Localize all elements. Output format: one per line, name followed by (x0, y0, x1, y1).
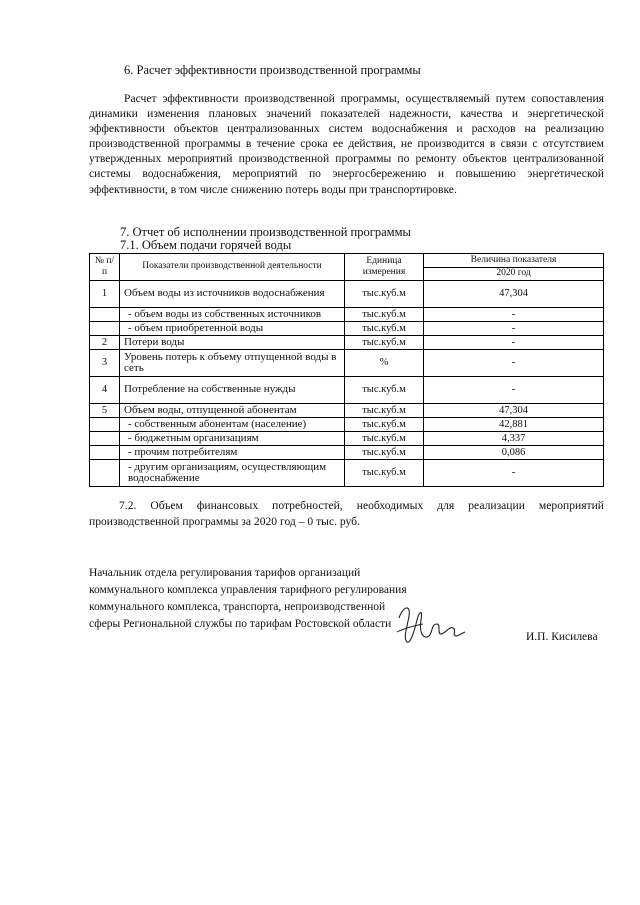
header-indicator: Показатели производственной деятельности (120, 254, 345, 281)
row-unit-cell: тыс.куб.м (345, 308, 424, 322)
table-row (90, 404, 604, 418)
row-unit-cell: тыс.куб.м (345, 446, 424, 460)
row-unit-cell: тыс.куб.м (345, 418, 424, 432)
header-unit: Единица измерения (345, 254, 424, 281)
row-indicator-cell: Объем воды, отпущенной абонентам (120, 404, 345, 418)
row-num-cell (90, 418, 120, 432)
row-indicator-cell: - бюджетным организациям (120, 432, 345, 446)
row-unit-cell: тыс.куб.м (345, 322, 424, 336)
table-row (90, 308, 604, 322)
row-value-cell: - (424, 308, 604, 322)
table-row (90, 432, 604, 446)
table-row (90, 336, 604, 350)
row-value-cell: - (424, 322, 604, 336)
row-value-cell: - (424, 350, 604, 377)
row-indicator-cell: Объем воды из источников водоснабжения (120, 281, 345, 308)
row-indicator-cell: Потребление на собственные нужды (120, 377, 345, 404)
signatory-name: И.П. Кисилева (526, 631, 598, 643)
table-row (90, 322, 604, 336)
row-value-cell: 42,881 (424, 418, 604, 432)
header-value-title: Величина показателя (424, 254, 604, 268)
row-num-cell: 4 (90, 377, 120, 404)
row-unit-cell: тыс.куб.м (345, 432, 424, 446)
row-num-cell (90, 308, 120, 322)
row-num-cell (90, 460, 120, 487)
row-indicator-cell: - прочим потребителям (120, 446, 345, 460)
row-num-cell: 3 (90, 350, 120, 377)
handwritten-signature (393, 598, 468, 648)
row-unit-cell: тыс.куб.м (345, 460, 424, 487)
row-indicator-cell: - собственным абонентам (население) (120, 418, 345, 432)
table-row (90, 446, 604, 460)
section-6-title: 6. Расчет эффективности производственной программы (124, 63, 421, 77)
section-7-2-paragraph: 7.2. Объем финансовых потребностей, необходимых для реализации мероприятий производственной программы за 2020 год – 0 тыс. руб. (89, 499, 604, 528)
row-value-cell: 47,304 (424, 281, 604, 308)
row-num-cell: 5 (90, 404, 120, 418)
row-num-cell (90, 322, 120, 336)
report-table (89, 253, 604, 487)
row-value-cell: 4,337 (424, 432, 604, 446)
table-row (90, 460, 604, 487)
section-7-title: 7. Отчет об исполнении производственной программы (120, 225, 411, 239)
row-unit-cell: тыс.куб.м (345, 404, 424, 418)
table-body (90, 281, 604, 487)
row-value-cell: - (424, 460, 604, 487)
row-unit-cell: % (345, 350, 424, 377)
row-unit-cell: тыс.куб.м (345, 377, 424, 404)
signatory-position: Начальник отдела регулирования тарифов организаций коммунального комплекса управления тарифного регулирования коммунального комплекса, транспорта, непроизводственной сферы Региональной службы по тарифам Ростовской области (89, 567, 407, 630)
header-year: 2020 год (424, 267, 604, 281)
row-num-cell (90, 446, 120, 460)
header-num: № п/п (90, 254, 120, 281)
row-value-cell: 47,304 (424, 404, 604, 418)
table-row (90, 418, 604, 432)
section-6-paragraph: Расчет эффективности производственной программы, осуществляемый путем сопоставления динамики изменения плановых значений показателей надежности, качества и энергетической эффективности объектов централизованных систем водоснабжения и расходов на реализацию производственной программы в течение срока ее действия, не производится в связи с отсутствием утвержденных мероприятий производственной программы по ремонту объектов централизованной системы водоснабжения, мероприятий по энергосбережению и повышению энергетической эффективности, в том числе снижению потерь воды при транспортировке. (89, 92, 604, 196)
row-value-cell: 0,086 (424, 446, 604, 460)
table-header-row (90, 254, 604, 268)
row-num-cell: 2 (90, 336, 120, 350)
row-num-cell: 1 (90, 281, 120, 308)
row-unit-cell: тыс.куб.м (345, 281, 424, 308)
table-row (90, 350, 604, 377)
row-indicator-cell: - объем воды из собственных источников (120, 308, 345, 322)
row-indicator-cell: - объем приобретенной воды (120, 322, 345, 336)
row-indicator-cell: Уровень потерь к объему отпущенной воды в сеть (120, 350, 345, 377)
row-value-cell: - (424, 377, 604, 404)
table-row (90, 281, 604, 308)
table-row (90, 377, 604, 404)
row-indicator-cell: - другим организациям, осуществляющим водоснабжение (120, 460, 345, 487)
section-7-1-subtitle: 7.1. Объем подачи горячей воды (120, 238, 292, 252)
row-value-cell: - (424, 336, 604, 350)
row-indicator-cell: Потери воды (120, 336, 345, 350)
row-num-cell (90, 432, 120, 446)
row-unit-cell: тыс.куб.м (345, 336, 424, 350)
